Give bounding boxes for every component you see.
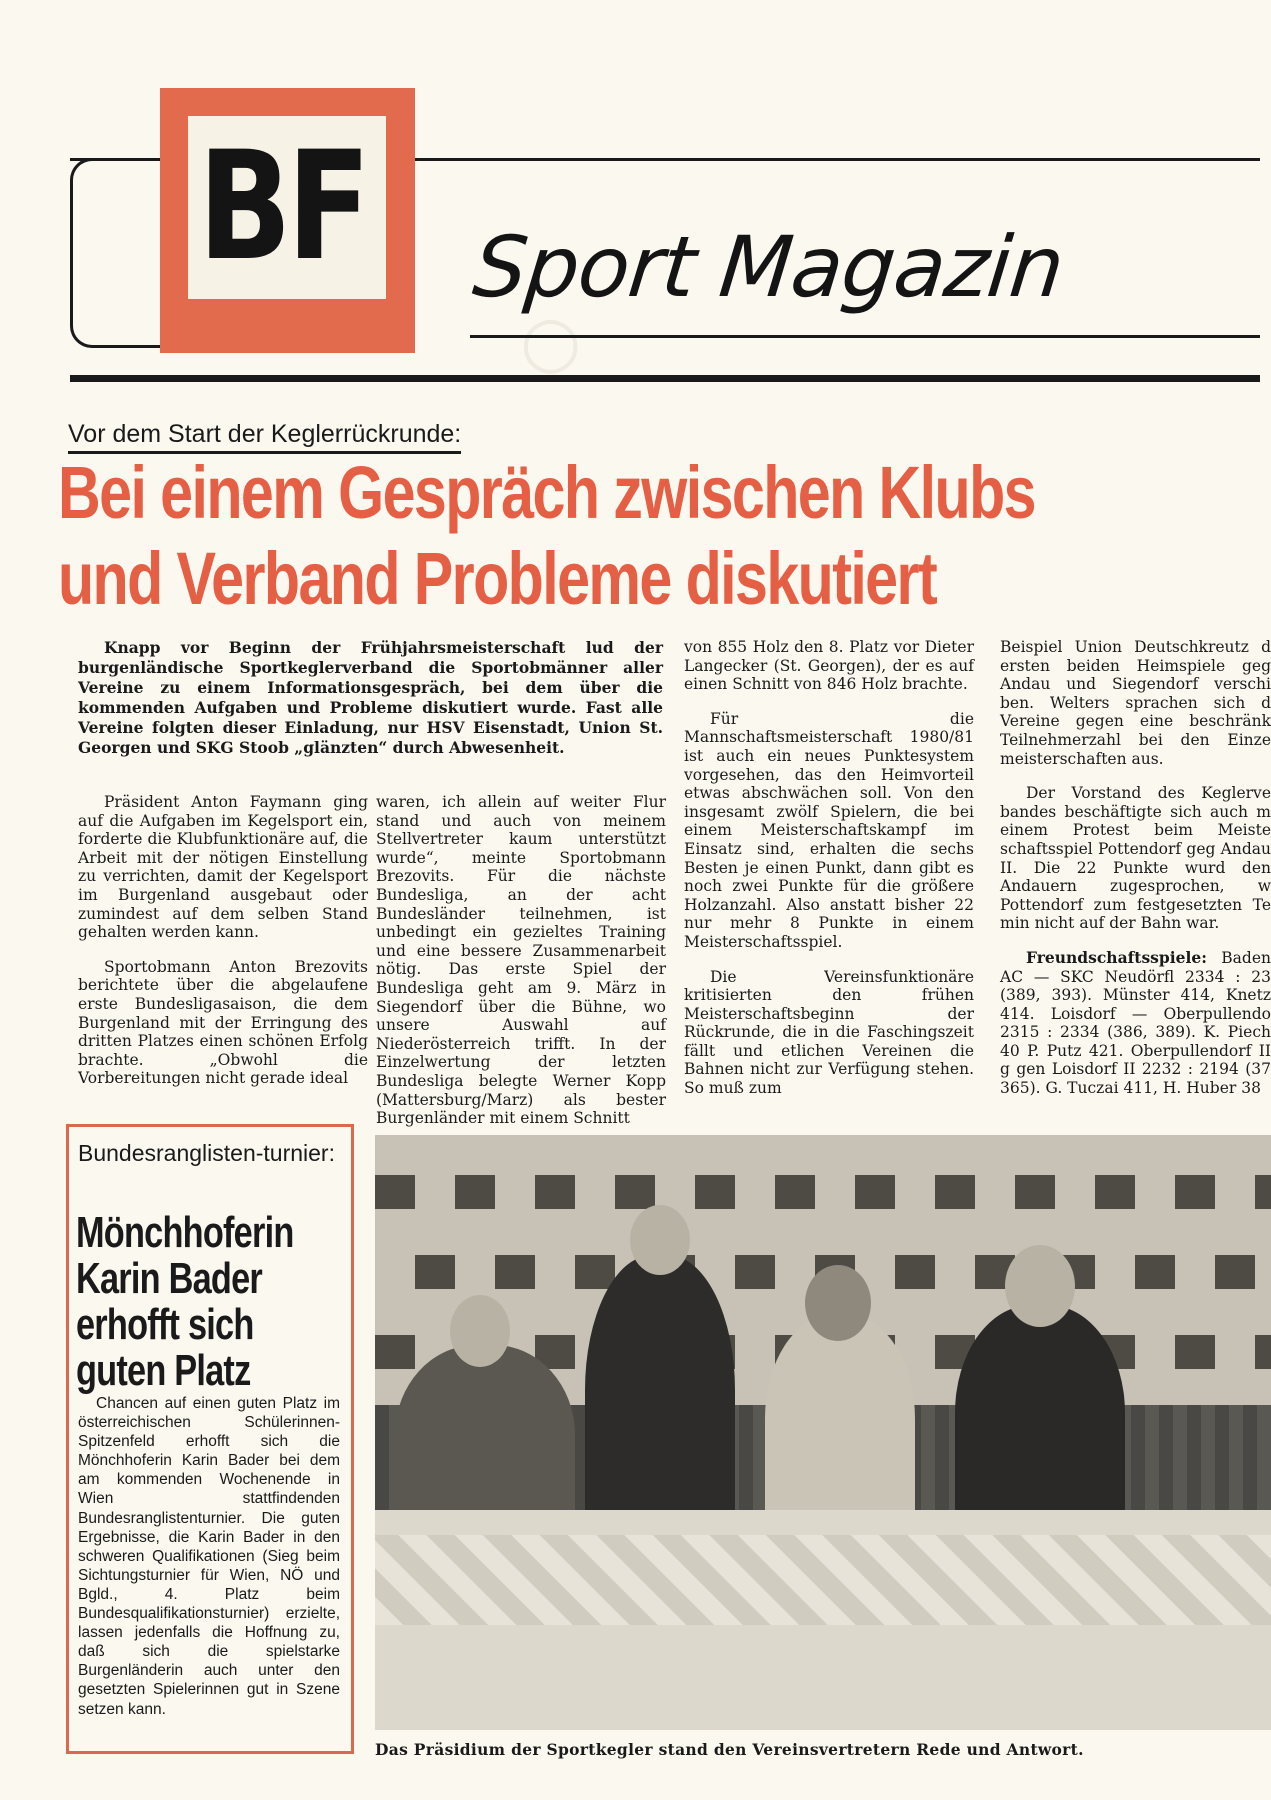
lead-paragraph: Knapp vor Beginn der Frühjahrsmeisterschaft lud der burgenländische Sportkeglerverband die Sportobmänner aller Vereine zu einem Informationsgespräch, bei dem über die kommenden Aufgaben und Probleme diskutiert wurde. Fast alle Vereine folgten dieser Einladung, nur HSV Eisenstadt, Union St. Georgen und SKG Stoob „glänzten“ durch Abwesenheit. <box>78 638 663 757</box>
body-paragraph: von 855 Holz den 8. Platz vor Dieter Langecker (St. Georgen), der es auf einen Schnitt von 846 Holz brachte. <box>684 638 974 694</box>
body-paragraph <box>1000 949 1271 1098</box>
masthead-rule-thick <box>70 375 1260 382</box>
photo-person <box>955 1305 1125 1545</box>
body-paragraph: Sportobmann Anton Brezovits berichtete über die abgelaufene erste Bundesligasaison, die dem Burgenland mit der Erringung des dritten Platzes einen schönen Erfolg brachte. „Obwohl die Vorbereitungen nicht gerade ideal <box>78 957 368 1088</box>
masthead-rule-mid <box>470 335 1260 338</box>
photo-caption: Das Präsidium der Sportkegler stand den Vereinsvertretern Rede und Antwort. <box>375 1740 1084 1759</box>
sidebar-headline-line: Karin Bader <box>76 1254 262 1303</box>
results-label: Freundschaftsspiele: <box>1026 947 1207 967</box>
body-paragraph: waren, ich allein auf weiter Flur stand und auch von meinem Stellvertreter kaum unterstützt wurde“, meinte Sportobmann Brezovits. Für die nächste Bundesliga, an der acht Bundesländer teilnehmen, ist unbedingt ein gezieltes Training und eine bessere Zusammenarbeit nötig. Das erste Spiel der Bundesliga geht am 9. März in Siegendorf über die Bühne, wo unsere Auswahl auf Niederösterreich trifft. In der Einzelwertung der letzten Bundesliga belegte Werner Kopp (Mattersburg/Marz) als bester Burgenländer mit einem Schnitt <box>376 793 666 1128</box>
body-paragraph: Für die Mannschaftsmeisterschaft 1980/81 ist auch ein neues Punktesystem vorgesehen, das den Heimvorteil etwas abschwächen soll. Von den insgesamt zwölf Spielern, die bei einem Meisterschaftskampf im Einsatz sind, erhalten die sechs Besten je einen Punkt, dann gibt es noch zwei Punkte für die größere Holzanzahl. Also anstatt bisher 22 nur mehr 8 Punkte in einem Meisterschaftsspiel. <box>684 709 974 951</box>
sidebar-headline <box>76 1210 310 1394</box>
sidebar-headline-line: erhofft sich <box>76 1300 254 1349</box>
photo-tablecloth <box>375 1535 1271 1625</box>
sidebar-headline-line: Mönchhoferin <box>76 1208 294 1257</box>
article-column-4 <box>1000 638 1271 1114</box>
photo-head <box>630 1205 690 1275</box>
article-lead <box>78 638 663 758</box>
bf-logo-text: BF <box>198 120 366 294</box>
masthead-frame-left <box>70 158 160 348</box>
bf-logo-inner <box>188 116 386 299</box>
sidebar-paragraph: Chancen auf einen guten Platz im österreichischen Schülerinnen-Spitzenfeld erhofft sich die Mönchhoferin Karin Bader bei dem am kommenden Wochenende in Wien stattfindenden Bundesranglistenturnier. Die guten Ergebnisse, die Karin Bader in den schweren Qualifikationen (Sieg beim Sichtungsturnier für Wien, NÖ und Bgld., 4. Platz beim Bundesqualifikationsturnier) erzielte, lassen jedenfalls die Hoffnung zu, daß sich die spielstarke Burgenländerin auch unter den gesetzten Spielerinnen gut in Szene setzen kann. <box>78 1395 340 1718</box>
photo-head <box>450 1295 510 1367</box>
body-paragraph: Beispiel Union Deutschkreutz d ersten beiden Heimspiele geg Andau und Siegendorf verschi ben. Welters sprachen sich d Vereine gegen eine beschränk Teilnehmerzahl bei den Einze meisterschaften aus. <box>1000 638 1271 768</box>
sidebar-headline-line: guten Platz <box>76 1346 251 1395</box>
article-column-1 <box>78 793 368 1104</box>
article-column-3 <box>684 638 974 1114</box>
magazine-title: Sport Magazin <box>468 218 1068 316</box>
results-text: Baden AC — SKC Neudörfl 2334 : 23 (389, 393). Münster 414, Knetz 414. Loisdorf — Oberpullendo 2315 : 2334 (386, 389). K. Piech 40 P. Putz 421. Oberpullendorf II g gen Loisdorf II 2232 : 2194 (37 365). G. Tuczai 411, H. Huber 38 <box>1000 948 1271 1098</box>
headline-line-1: Bei einem Gespräch zwischen Klubs <box>58 451 1035 534</box>
body-paragraph: Der Vorstand des Keglerve bandes beschäftigte sich auch m einem Protest beim Meiste schaftsspiel Pottendorf geg Andau II. Die 22 Punkte wurd den Andauern zugesprochen, w Pottendorf zum festgesetzten Te min nicht auf der Bahn war. <box>1000 784 1271 933</box>
sidebar-body <box>78 1394 340 1719</box>
article-kicker: Vor dem Start der Keglerrückrunde: <box>68 420 461 454</box>
article-headline <box>58 450 1035 622</box>
body-paragraph: Die Vereinsfunktionäre kritisierten den frühen Meisterschaftsbeginn der Rückrunde, die in die Faschingszeit fällt und etlichen Vereinen die Bahnen nicht zur Verfügung stehen. So muß zum <box>684 967 974 1098</box>
sidebar-kicker: Bundesranglisten-turnier: <box>78 1140 335 1166</box>
print-through-decoration: ○ <box>520 300 582 382</box>
headline-line-2: und Verband Probleme diskutiert <box>58 537 937 620</box>
photo-head <box>805 1265 871 1341</box>
meeting-photo <box>375 1135 1271 1730</box>
photo-wall-pattern <box>375 1175 1271 1209</box>
bf-logo <box>160 88 415 353</box>
body-paragraph: Präsident Anton Faymann ging auf die Aufgaben im Kegelsport ein, forderte die Klubfunktionäre auf, die Arbeit mit der nötigen Einstellung zu verrichten, damit der Kegelsport im Burgenland ausgebaut oder zumindest auf dem selben Stand gehalten werden kann. <box>78 793 368 942</box>
article-column-2 <box>376 793 666 1144</box>
photo-head <box>1005 1245 1075 1327</box>
